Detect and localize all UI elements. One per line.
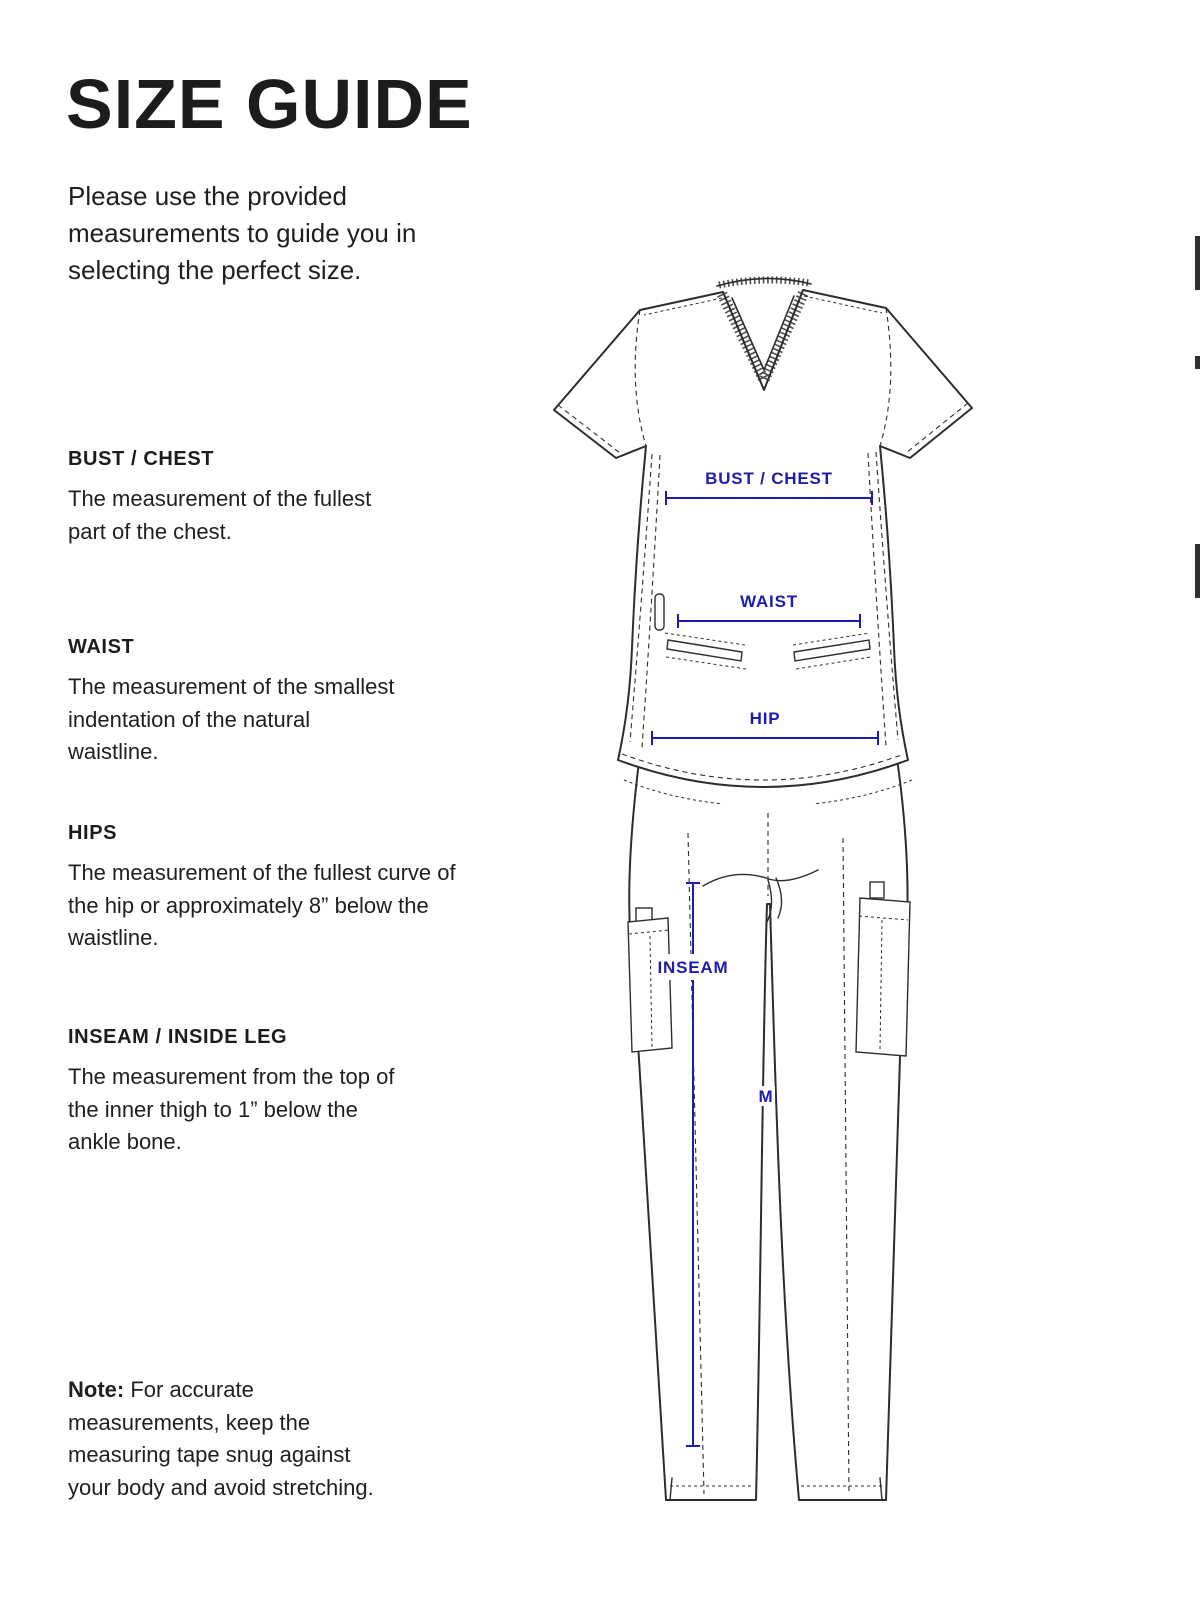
note-label: Note: — [68, 1377, 125, 1402]
definition-heading-bust: BUST / CHEST — [68, 448, 215, 470]
hip-measure-label: HIP — [749, 709, 781, 728]
page-edge-artifact-1 — [1195, 236, 1200, 290]
waist-measure-label: WAIST — [740, 592, 798, 611]
page-title: SIZE GUIDE — [66, 65, 473, 143]
definition-heading-inseam: INSEAM / INSIDE LEG — [68, 1026, 288, 1048]
definition-body-bust: The measurement of the fullest part of the chest. — [68, 486, 372, 544]
size-diagram — [518, 268, 1020, 1544]
definition-heading-waist: WAIST — [68, 636, 135, 658]
definition-body-waist: The measurement of the smallest indentation of the natural waistline. — [68, 674, 395, 765]
size-indicator — [757, 1086, 775, 1106]
definition-body-hips: The measurement of the fullest curve of the hip or approximately 8” below the waistline. — [68, 860, 456, 951]
scrub-pants-illustration — [624, 738, 912, 1500]
inseam-measure-label: INSEAM — [657, 958, 729, 977]
note-text — [68, 1374, 398, 1504]
definition-heading-hips: HIPS — [68, 822, 118, 844]
definition-bust-chest — [68, 448, 388, 548]
bust-measure-label: BUST / CHEST — [705, 469, 833, 488]
intro-text: Please use the provided measurements to guide you in selecting the perfect size. — [68, 181, 417, 285]
scrubs-technical-sketch — [518, 268, 1020, 1544]
size-label: M — [758, 1087, 774, 1106]
page-edge-artifact-2 — [1195, 356, 1200, 369]
note-body: For accurate measurements, keep the measuring tape snug against your body and avoid stretching. — [68, 1377, 374, 1500]
definition-body-inseam: The measurement from the top of the inner thigh to 1” below the ankle bone. — [68, 1064, 395, 1155]
definition-hips — [68, 822, 463, 955]
page-edge-artifact-3 — [1195, 544, 1200, 598]
pants-right-cargo-pocket — [856, 898, 910, 1056]
definition-waist — [68, 636, 398, 769]
definition-inseam — [68, 1026, 408, 1159]
